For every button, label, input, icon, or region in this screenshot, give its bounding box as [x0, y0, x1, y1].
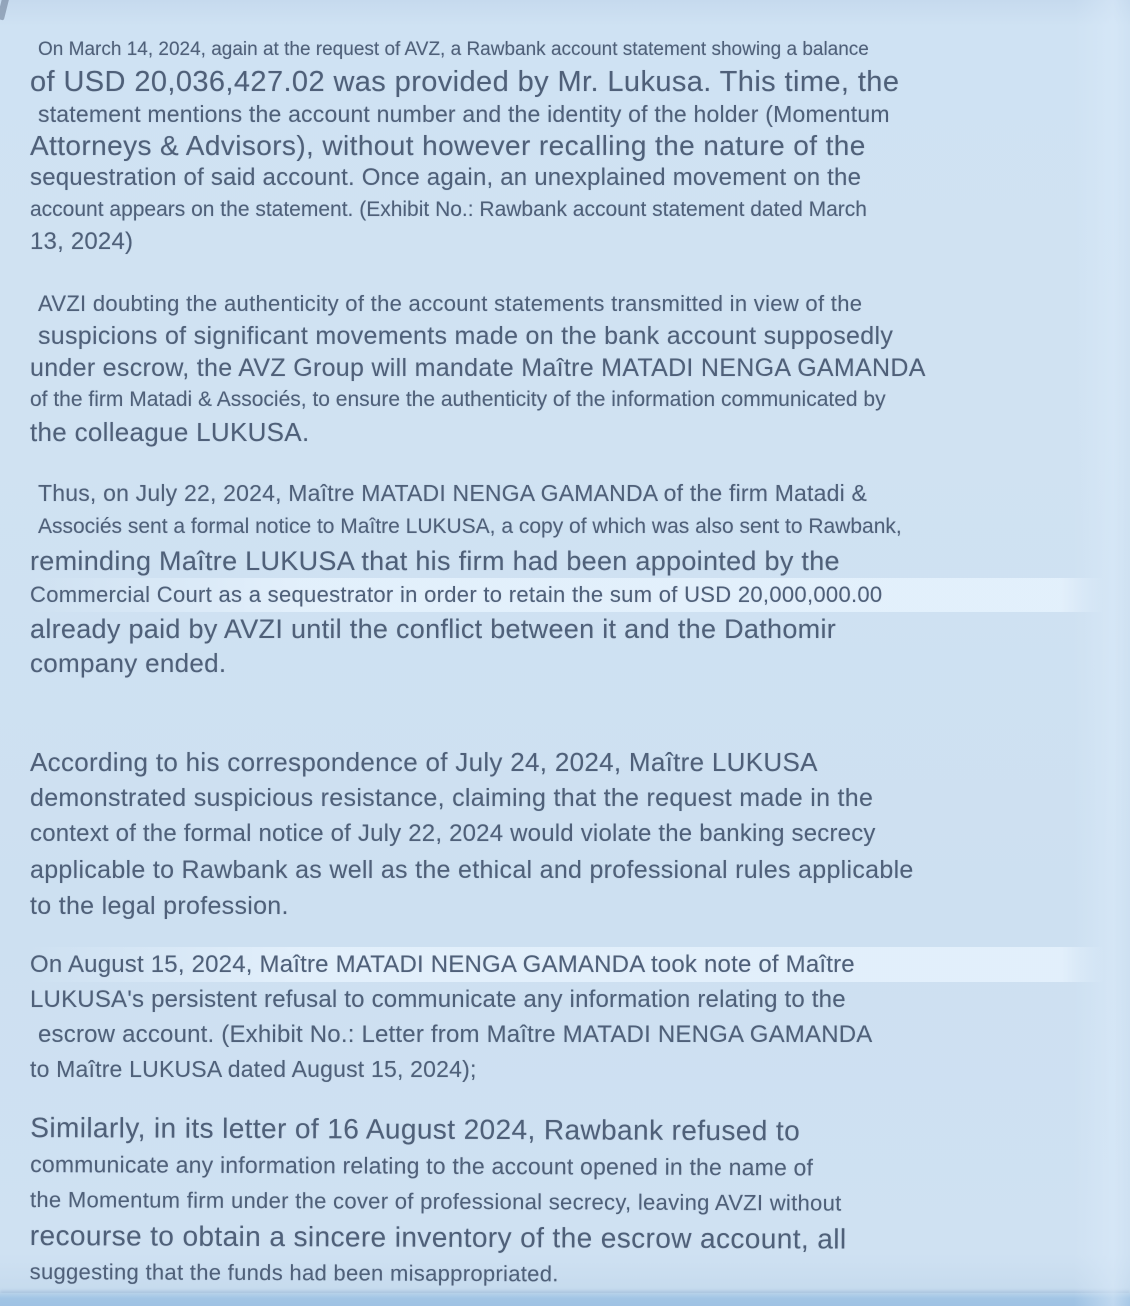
text-line: applicable to Rawbank as well as the ethical and professional rules applicable	[30, 856, 914, 884]
text-line: statement mentions the account number and the identity of the holder (Momentum	[38, 101, 890, 127]
text-line: Attorneys & Advisors), without however recalling the nature of the	[30, 130, 866, 161]
page-bottom-edge	[0, 1293, 1130, 1306]
paragraph-rawbank-refusal	[30, 1110, 1105, 1295]
text-line: of the firm Matadi & Associés, to ensure the authenticity of the information communicated by	[30, 388, 886, 411]
paragraph-formal-notice-july-22	[30, 476, 1104, 680]
paragraph-lukusa-resistance	[30, 744, 1104, 924]
text-line: AVZI doubting the authenticity of the account statements transmitted in view of the	[38, 291, 863, 316]
text-line: to Maître LUKUSA dated August 15, 2024);	[30, 1056, 477, 1082]
paragraph-march-14-statement	[30, 34, 1104, 258]
text-line: escrow account. (Exhibit No.: Letter from Maître MATADI NENGA GAMANDA	[38, 1021, 873, 1048]
text-line: the colleague LUKUSA.	[30, 417, 310, 447]
text-line: to the legal profession.	[30, 892, 289, 920]
text-line: Similarly, in its letter of 16 August 2024, Rawbank refused to	[30, 1112, 801, 1147]
text-line: already paid by AVZI until the conflict between it and the Dathomir	[30, 614, 837, 644]
text-line: communicate any information relating to the account opened in the name of	[30, 1151, 814, 1181]
text-line: According to his correspondence of July 24, 2024, Maître LUKUSA	[30, 747, 818, 777]
text-line: account appears on the statement. (Exhibit No.: Rawbank account statement dated March	[30, 198, 867, 221]
text-line: recourse to obtain a sincere inventory of the escrow account, all	[29, 1219, 847, 1255]
text-line: Thus, on July 22, 2024, Maître MATADI NENGA GAMANDA of the firm Matadi &	[38, 480, 868, 506]
text-line: 13, 2024)	[30, 228, 134, 255]
text-line: company ended.	[30, 648, 227, 678]
paragraph-august-15-refusal	[30, 947, 1104, 1087]
text-line: under escrow, the AVZ Group will mandate Maître MATADI NENGA GAMANDA	[30, 354, 926, 382]
text-line: reminding Maître LUKUSA that his firm had been appointed by the	[30, 546, 840, 576]
paragraph-avzi-doubts	[30, 288, 1104, 448]
text-line: demonstrated suspicious resistance, claiming that the request made in the	[30, 784, 874, 812]
text-line: suggesting that the funds had been misappropriated.	[29, 1258, 559, 1287]
text-line: sequestration of said account. Once again, an unexplained movement on the	[30, 164, 862, 191]
text-line: On August 15, 2024, Maître MATADI NENGA GAMANDA took note of Maître	[30, 947, 1104, 982]
text-line: LUKUSA's persistent refusal to communicate any information relating to the	[30, 986, 846, 1013]
text-line: context of the formal notice of July 22, 2024 would violate the banking secrecy	[30, 820, 876, 847]
text-line: On March 14, 2024, again at the request of AVZ, a Rawbank account statement showing a balance	[38, 39, 869, 60]
text-line: Associés sent a formal notice to Maître LUKUSA, a copy of which was also sent to Rawbank,	[38, 515, 902, 538]
text-line: of USD 20,036,427.02 was provided by Mr. Lukusa. This time, the	[30, 66, 900, 98]
text-line: Commercial Court as a sequestrator in order to retain the sum of USD 20,000,000.00	[30, 578, 1104, 612]
text-line: suspicions of significant movements made on the bank account supposedly	[38, 322, 894, 350]
text-line: the Momentum firm under the cover of professional secrecy, leaving AVZI without	[29, 1187, 842, 1216]
